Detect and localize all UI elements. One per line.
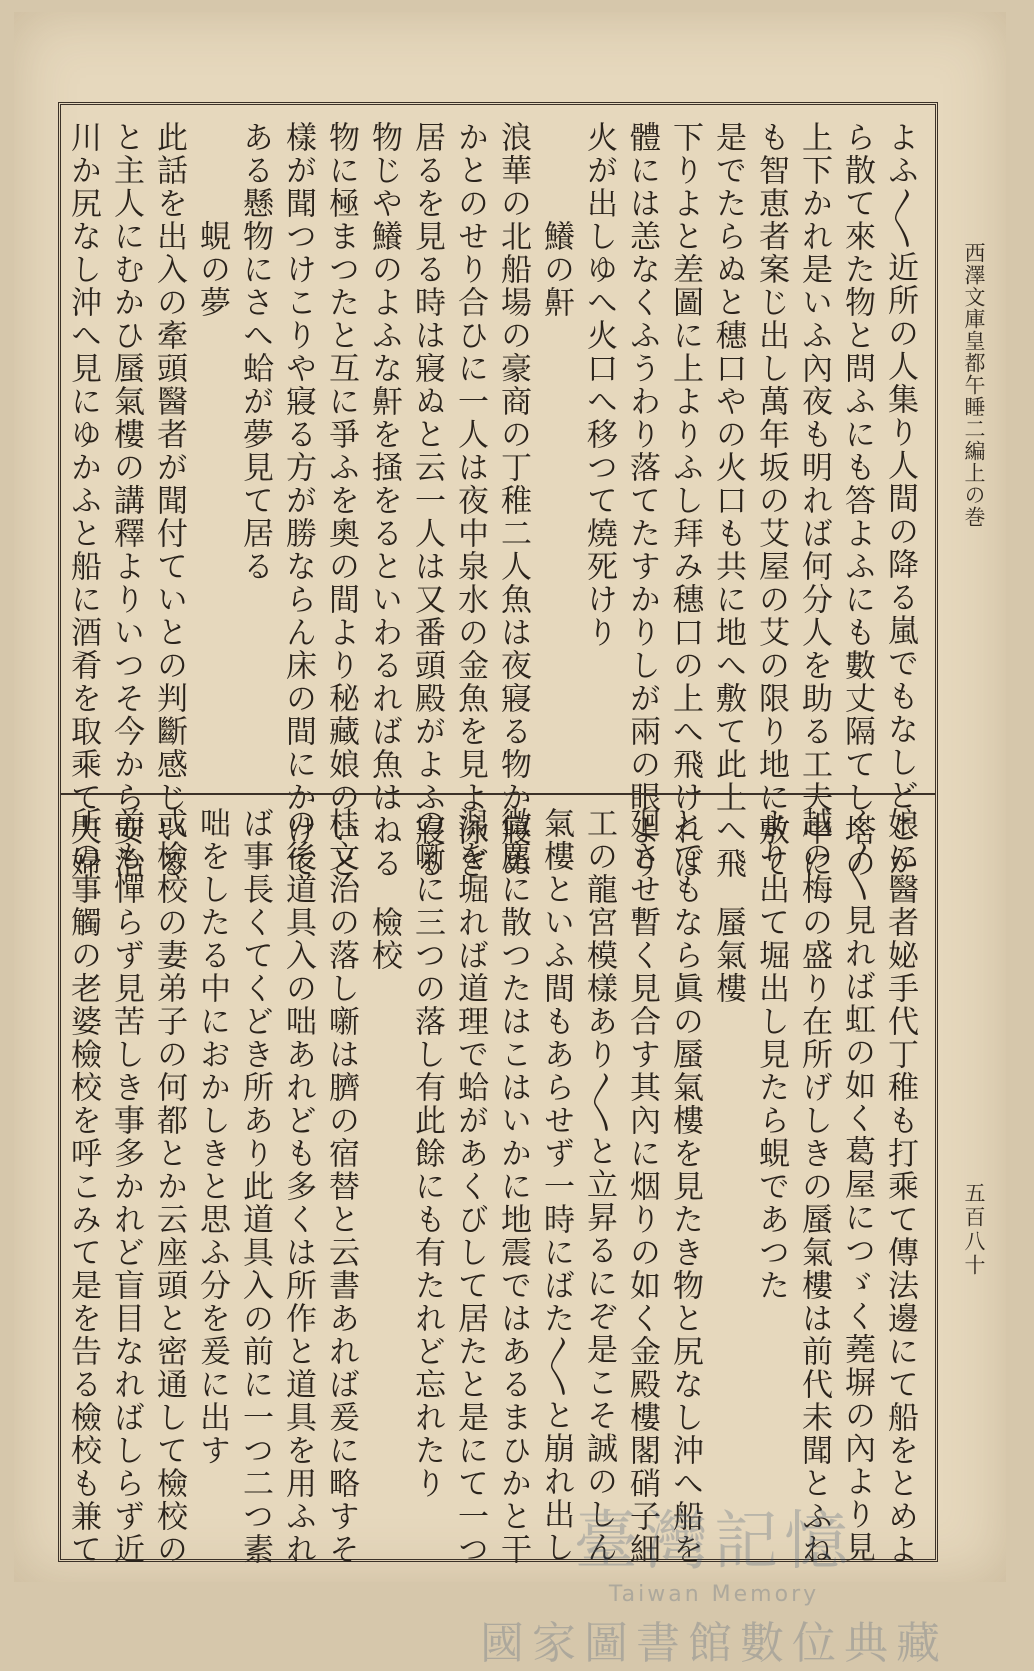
text-column: の後道具入の咄あれども多くは所作と道具を用ふれ <box>280 807 316 1566</box>
text-column: 浪華の北船場の豪商の丁稚二人魚は夜寢る物か寢ぬ <box>495 121 531 880</box>
text-column: 娘に醫者妼手代丁稚も打乘て傳法邊にて船をとめよ <box>882 807 918 1566</box>
text-column: 川か尻なし沖へ見にゆかふと船に酒肴を取乘て夫婦 <box>65 121 101 880</box>
text-column: 是でたらぬと穗口やの火口も共に地へ敷て此上へ飛 <box>710 121 746 880</box>
text-frame <box>58 102 938 1566</box>
text-column: 工の龍宮模樣あり〳〵と立昇るにぞ是こそ誠のしん <box>581 807 617 1564</box>
text-column: とてもなら眞の蜃氣樓を見たき物と尻なし沖へ船を <box>667 807 703 1566</box>
text-column: 物じや鱶のよふな鼾を掻をるといわるれば魚はねる <box>366 121 402 880</box>
text-column: 物に極まつたと互に爭ふを奧の間より秘藏娘のいと <box>323 121 359 880</box>
text-column: 體には恙なくふうわり落てたすかりしが兩の眼より <box>624 121 660 880</box>
text-column: 所の事觸の老婆檢校を呼こみて是を告る檢校も兼て <box>65 807 101 1566</box>
text-column: ら散て來た物と問ふにも答よふにも數丈隔てし塔の <box>839 121 875 880</box>
text-column: 氣樓といふ間もあらせず一時にばた〳〵と崩れ出し <box>538 807 574 1564</box>
text-column: より出て堀出し見たら蜆であつた <box>753 807 789 1302</box>
text-column: 咄をしたる中におかしきと思ふ分を爰に出す <box>194 807 230 1467</box>
text-column: 上下かれ是いふ內夜も明れば何分人を助る工夫中に <box>796 121 832 880</box>
text-column: かとのせり合ひに一人は夜中泉水の金魚を見よ泳ぎ <box>452 121 488 880</box>
tier-divider <box>61 793 935 795</box>
section-heading: 鱶の鼾 <box>538 220 574 320</box>
section-heading: 蜃氣樓 <box>710 906 746 1006</box>
text-column: 潟を堀れば道理で蛤があくびして居たと是にて一つ <box>452 807 488 1566</box>
upper-text-block <box>65 121 921 880</box>
text-column: 火が出しゆへ火口へ移つて燒死けり <box>581 121 617 649</box>
watermark-organization: 國家圖書館數位典藏 <box>480 1618 948 1669</box>
text-column: 下りよと差圖に上よりふし拜み穗口の上へ飛ければ <box>667 121 703 880</box>
text-column: よふ〳〵近所の人集り人間の降る嵐でもなしどこか <box>882 121 918 878</box>
section-heading: 檢校 <box>366 906 402 973</box>
text-column: と主人にむかひ蜃氣樓の講釋よりいつそ今から安治 <box>108 121 144 880</box>
lower-text-block <box>65 807 921 1566</box>
watermark-subtitle: Taiwan Memory <box>608 1582 820 1607</box>
text-column: 前も憚らず見苦しき事多かれど盲目なればしらず近 <box>108 807 144 1566</box>
text-column: の噺に三つの落し有此餘にも有たれど忘れたり <box>409 807 445 1500</box>
text-column: ある懸物にさへ蛤が夢見て居る <box>237 121 273 583</box>
text-column: 廻させ暫く見合す其內に烟りの如く金殿樓閣硝子細 <box>624 807 660 1566</box>
section-heading: 蜆の夢 <box>194 220 230 320</box>
text-column: 居るを見る時は寢ぬと云一人は又番頭殿がよふ寢る <box>409 121 445 880</box>
watermark <box>454 1490 974 1671</box>
text-column: 桂文治の落し噺は臍の宿替と云書あれば爰に略すそ <box>323 807 359 1566</box>
page-number: 五百八十 <box>962 1182 986 1278</box>
text-column: も智恵者案じ出し萬年坂の艾屋の艾の限り地に敷て <box>753 121 789 880</box>
text-column: 樣が聞つけこりや寢る方が勝ならん床の間にかけて <box>280 121 316 880</box>
book-page <box>14 12 1006 1669</box>
text-column: 或檢校の妻弟子の何都とか云座頭と密通して檢校の <box>151 807 187 1566</box>
text-column: 此話を出入の牽頭醫者が聞付ていとの判斷感じいる <box>151 121 187 880</box>
text-column: 越の梅の盛り在所げしきの蜃氣樓は前代未聞とふね <box>796 807 832 1566</box>
text-column: 微塵に散つたはこはいかに地震ではあるまひかと干 <box>495 807 531 1566</box>
text-column: ば事長くてくどき所あり此道具入の前に一つ二つ素 <box>237 807 273 1566</box>
watermark-logo-text: 臺灣記憶 <box>574 1505 854 1579</box>
running-head: 西澤文庫皇都午睡二編上の巻 <box>962 242 986 528</box>
text-column: く〳〵見れば虹の如く葛屋につゞく蕘塀の內より見 <box>839 807 875 1564</box>
